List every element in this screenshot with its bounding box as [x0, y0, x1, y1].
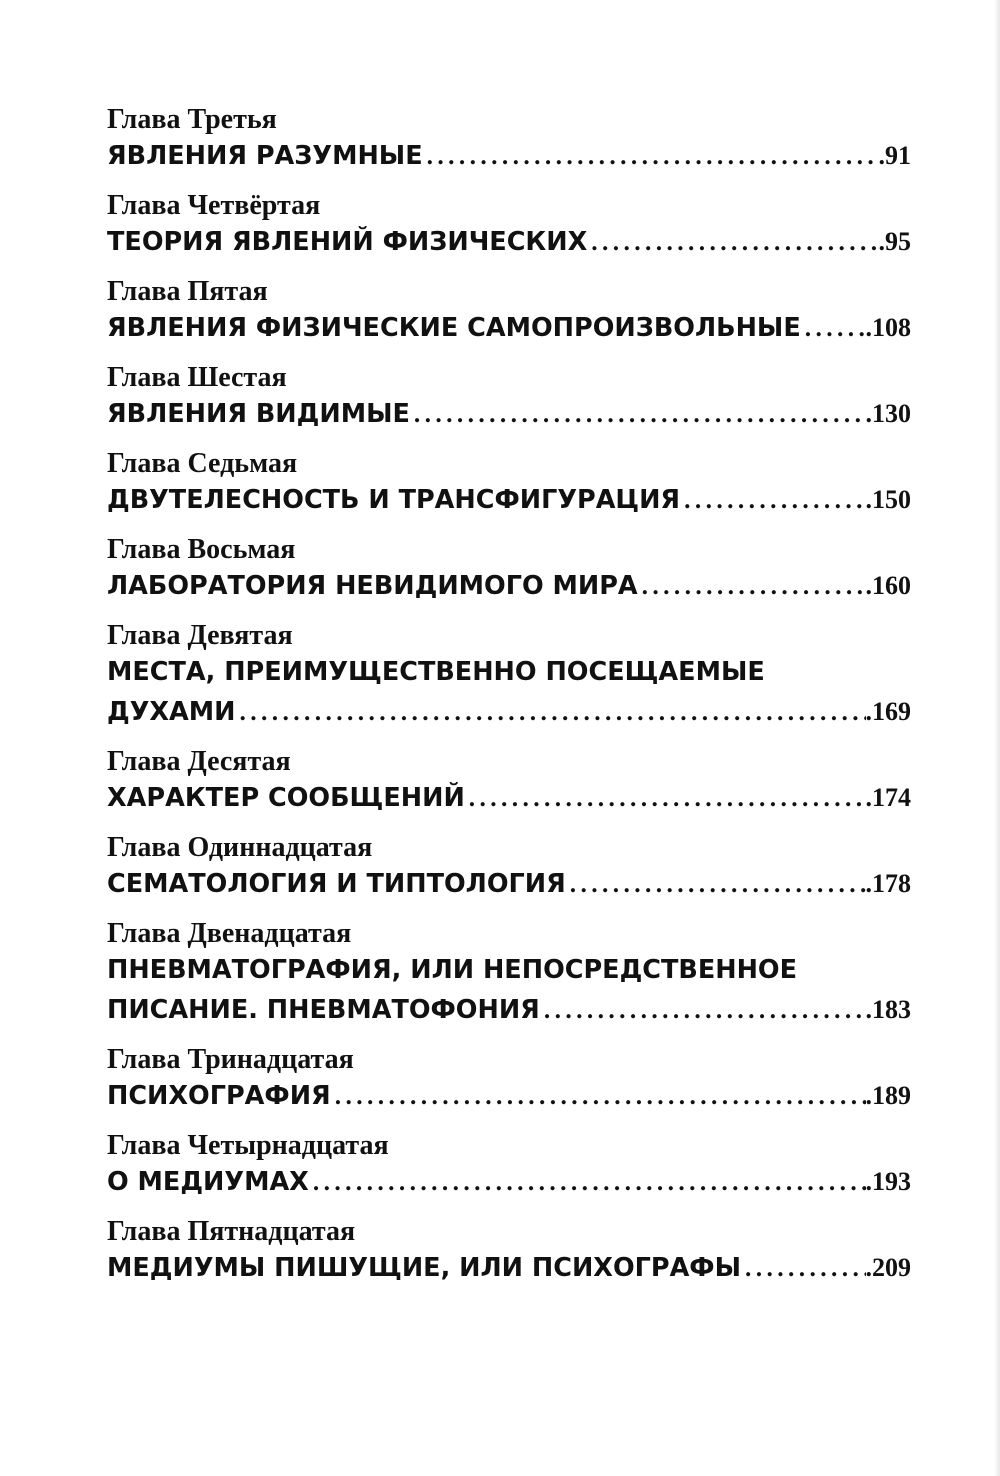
dot-leader: [566, 864, 866, 904]
chapter-title: ЛАБОРАТОРИЯ НЕВИДИМОГО МИРА: [107, 571, 638, 601]
toc-list: [107, 104, 911, 1288]
dot-leader: [423, 136, 879, 176]
page-edge-shadow: [994, 0, 1000, 1476]
chapter-title: ЯВЛЕНИЯ РАЗУМНЫЕ: [107, 141, 423, 171]
chapter-title: ТЕОРИЯ ЯВЛЕНИЙ ФИЗИЧЕСКИХ: [107, 227, 588, 257]
table-of-contents: [107, 104, 911, 1302]
dot-leader: [235, 692, 865, 732]
toc-entry: [107, 1044, 911, 1116]
toc-line: [107, 1076, 911, 1116]
dot-leader: [540, 990, 866, 1030]
chapter-label: Глава Четвёртая: [107, 190, 321, 221]
toc-line: [107, 222, 911, 262]
toc-line: [107, 566, 911, 606]
page-number: .183: [865, 995, 911, 1024]
chapter-title: ДУХАМИ: [107, 697, 236, 727]
page-number: .209: [865, 1253, 911, 1282]
chapter-label: Глава Шестая: [107, 362, 287, 393]
chapter-title: ПИСАНИЕ. ПНЕВМАТОФОНИЯ: [107, 995, 540, 1025]
chapter-title: ХАРАКТЕР СООБЩЕНИЙ: [107, 783, 465, 813]
toc-line: [107, 480, 911, 520]
page-number: .95: [878, 227, 911, 256]
dot-leader: [587, 222, 878, 262]
page-number: .178: [865, 869, 911, 898]
toc-entry: [107, 362, 911, 434]
toc-entry: [107, 448, 911, 520]
chapter-label: Глава Десятая: [107, 746, 291, 777]
toc-line: [107, 394, 911, 434]
page-number: .189: [865, 1081, 911, 1110]
toc-line: [107, 1162, 911, 1202]
toc-entry: [107, 276, 911, 348]
chapter-title: СЕМАТОЛОГИЯ И ТИПТОЛОГИЯ: [107, 869, 566, 899]
toc-line: [107, 864, 911, 904]
toc-line: [107, 778, 911, 818]
chapter-title: МЕДИУМЫ ПИШУЩИЕ, ИЛИ ПСИХОГРАФЫ: [107, 1253, 742, 1283]
chapter-label: Глава Четырнадцатая: [107, 1130, 389, 1161]
toc-line: [107, 990, 911, 1030]
page-number: .108: [865, 313, 911, 342]
dot-leader: [741, 1248, 865, 1288]
toc-entry: [107, 746, 911, 818]
dot-leader: [638, 566, 866, 606]
toc-line: [107, 136, 911, 176]
chapter-title: ДВУТЕЛЕСНОСТЬ И ТРАНСФИГУРАЦИЯ: [107, 485, 681, 515]
chapter-title-line: ПНЕВМАТОГРАФИЯ, ИЛИ НЕПОСРЕДСТВЕННОЕ: [107, 955, 798, 985]
chapter-label: Глава Девятая: [107, 620, 293, 651]
chapter-title: ЯВЛЕНИЯ ВИДИМЫЕ: [107, 399, 410, 429]
chapter-label: Глава Третья: [107, 104, 277, 135]
toc-entry: [107, 832, 911, 904]
chapter-label: Глава Тринадцатая: [107, 1044, 354, 1075]
chapter-title-line: МЕСТА, ПРЕИМУЩЕСТВЕННО ПОСЕЩАЕМЫЕ: [107, 657, 765, 687]
toc-line: [107, 692, 911, 732]
dot-leader: [331, 1076, 866, 1116]
page-number: .91: [878, 141, 911, 170]
toc-entry: [107, 918, 911, 1030]
chapter-label: Глава Двенадцатая: [107, 918, 352, 949]
chapter-label: Глава Пятая: [107, 276, 268, 307]
chapter-title: ПСИХОГРАФИЯ: [107, 1081, 331, 1111]
dot-leader: [410, 394, 866, 434]
toc-entry: [107, 190, 911, 262]
toc-entry: [107, 104, 911, 176]
chapter-label: Глава Пятнадцатая: [107, 1216, 356, 1247]
page-number: .169: [865, 697, 911, 726]
dot-leader: [465, 778, 866, 818]
page-number: .150: [865, 485, 911, 514]
page-number: .160: [865, 571, 911, 600]
page-number: .193: [865, 1167, 911, 1196]
dot-leader: [309, 1162, 866, 1202]
toc-entry: [107, 1130, 911, 1202]
chapter-label: Глава Одиннадцатая: [107, 832, 373, 863]
dot-leader: [680, 480, 865, 520]
page-number: .174: [865, 783, 911, 812]
chapter-title: О МЕДИУМАХ: [107, 1167, 309, 1197]
chapter-title: ЯВЛЕНИЯ ФИЗИЧЕСКИЕ САМОПРОИЗВОЛЬНЫЕ: [107, 313, 801, 343]
dot-leader: [801, 308, 866, 348]
toc-line: [107, 1248, 911, 1288]
toc-line: [107, 308, 911, 348]
chapter-label: Глава Седьмая: [107, 448, 298, 479]
toc-entry: [107, 620, 911, 732]
chapter-label: Глава Восьмая: [107, 534, 296, 565]
toc-entry: [107, 1216, 911, 1288]
toc-entry: [107, 534, 911, 606]
page-number: .130: [865, 399, 911, 428]
